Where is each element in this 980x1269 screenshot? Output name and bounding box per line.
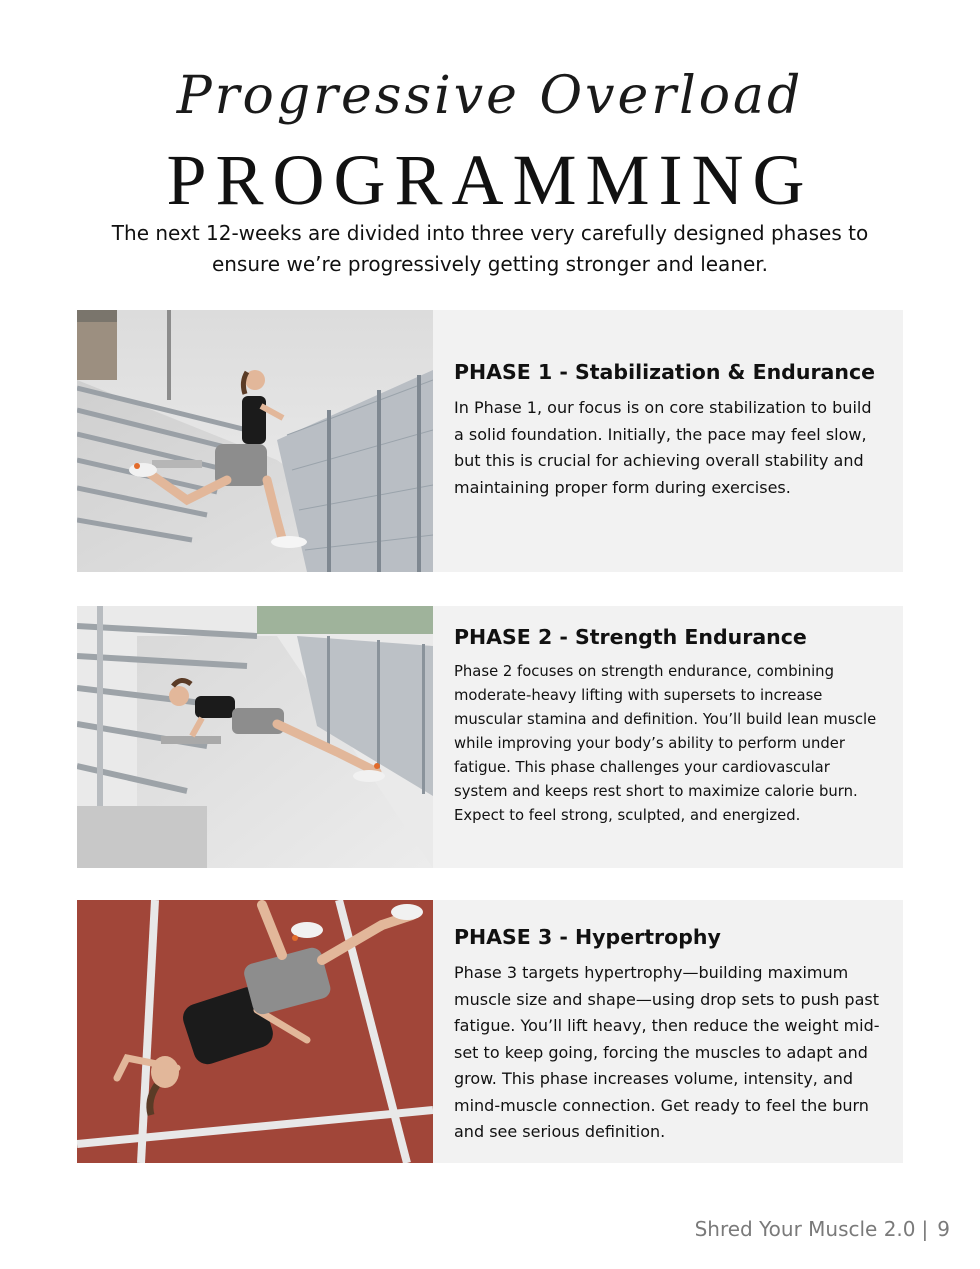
page-footer (695, 1217, 950, 1241)
intro-text: The next 12-weeks are divided into three very carefully designed phases to ensure we’re progressively getting stronger and leaner. (111, 221, 869, 276)
phase-3-photo (77, 900, 433, 1163)
phase-2-description: Phase 2 focuses on strength endurance, combining moderate-heavy lifting with supersets to increase muscular stamina and definition. You’ll build lean muscle while improving your body’s ability to perform under fatigue. This phase challenges your cardiovascular system and keeps rest short to maximize calorie burn. Expect to feel strong, sculpted, and energized. (454, 663, 877, 824)
incline-plank-photo (77, 606, 433, 868)
phase-3-card (77, 900, 903, 1163)
phase-3-heading: PHASE 3 - Hypertrophy (454, 925, 721, 949)
script-title: Progressive Overload (176, 66, 804, 126)
phase-2-text (454, 622, 886, 828)
phase-3-description: Phase 3 targets hypertrophy—building maximum muscle size and shape—using drop sets to push past fatigue. You’ll lift heavy, then reduce the weight mid-set to keep going, forcing the muscles to adapt and grow. This phase increases volume, intensity, and mind-muscle connection. Get ready to feel the burn and see serious definition. (454, 963, 880, 1141)
track-lying-photo (77, 900, 433, 1163)
page-number: 9 (937, 1217, 950, 1241)
phase-1-text (454, 357, 886, 501)
phase-2-photo (77, 606, 433, 868)
bleacher-lunge-photo (77, 310, 433, 572)
footer-separator: | (921, 1217, 929, 1241)
phase-1-heading: PHASE 1 - Stabilization & Endurance (454, 360, 876, 384)
phase-1-description: In Phase 1, our focus is on core stabilization to build a solid foundation. Initially, the pace may feel slow, but this is crucial for achieving overall stability and maintaining proper form during exercises. (454, 398, 872, 497)
phase-2-card (77, 606, 903, 868)
phase-1-card (77, 310, 903, 572)
phase-1-photo (77, 310, 433, 572)
phase-3-text (454, 922, 886, 1146)
phase-2-heading: PHASE 2 - Strength Endurance (454, 625, 807, 649)
footer-title: Shred Your Muscle 2.0 (694, 1217, 916, 1241)
page-title: PROGRAMMING (166, 140, 814, 220)
